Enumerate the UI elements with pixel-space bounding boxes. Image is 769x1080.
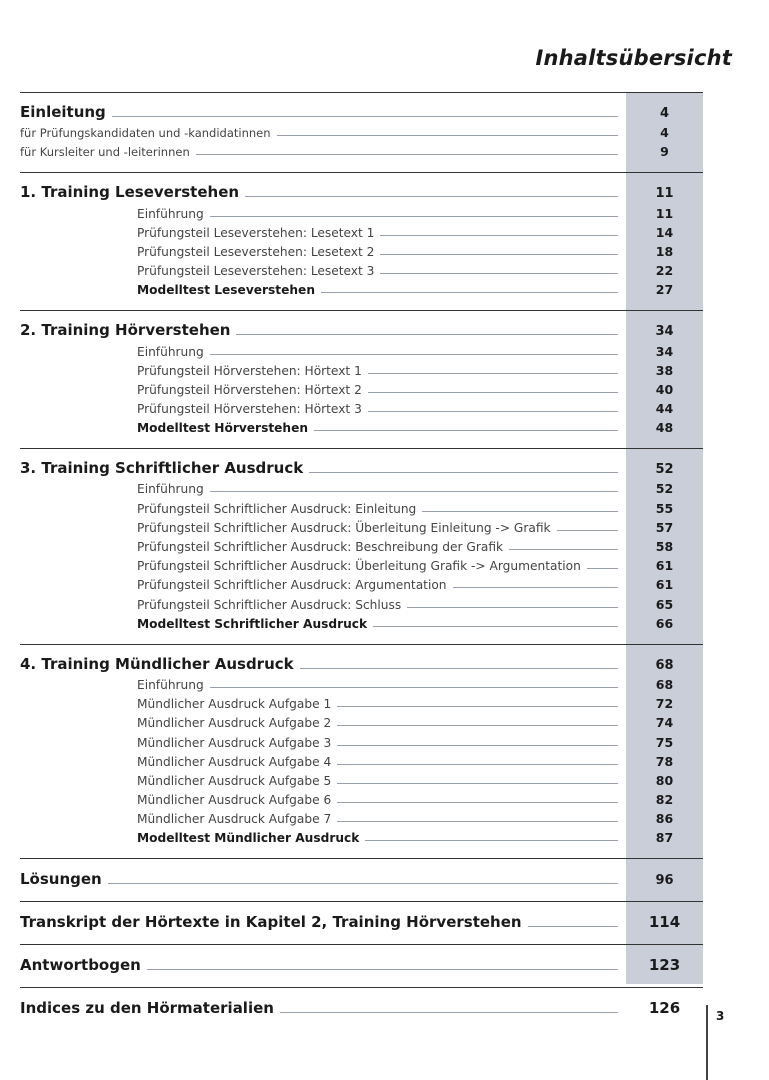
toc-entry-label: Mündlicher Ausdruck Aufgabe 3 (137, 735, 332, 750)
toc-page-number: 123 (648, 956, 681, 975)
toc-entry-row[interactable] (20, 826, 703, 845)
toc-entry-row[interactable] (20, 121, 703, 140)
leader-line (245, 196, 618, 197)
leader-line (210, 354, 618, 355)
toc-entry-label: Indices zu den Hörmaterialien (20, 999, 274, 1018)
toc-entry-row[interactable] (20, 378, 703, 397)
toc-entry-row[interactable] (20, 397, 703, 416)
leader-line (407, 607, 618, 608)
toc-entry-row[interactable] (20, 240, 703, 259)
toc-section (20, 448, 703, 644)
toc-entry-row[interactable] (20, 730, 703, 749)
toc-heading-row[interactable] (20, 454, 703, 477)
toc-entry-label: Prüfungsteil Leseverstehen: Lesetext 3 (137, 264, 375, 279)
leader-line (453, 587, 618, 588)
toc-section (20, 310, 703, 448)
toc-page-number: 18 (655, 243, 674, 259)
leader-line (337, 783, 618, 784)
leader-line (196, 154, 618, 155)
toc-entry-row[interactable] (20, 692, 703, 711)
toc-entry-row[interactable] (20, 339, 703, 358)
toc-page-number: 68 (655, 676, 674, 692)
toc-heading-row[interactable] (20, 650, 703, 673)
page-title: Inhaltsübersicht (535, 46, 732, 70)
leader-line (147, 969, 618, 970)
toc-page-number: 38 (655, 362, 674, 378)
toc-page-number: 52 (655, 462, 674, 478)
toc-section (20, 172, 703, 310)
toc-section (20, 92, 703, 172)
toc-entry-label: Prüfungsteil Schriftlicher Ausdruck: Beschreibung der Grafik (137, 540, 504, 554)
leader-line (587, 568, 618, 569)
toc-page-number: 52 (655, 481, 674, 497)
toc-entry-row[interactable] (20, 496, 703, 515)
toc-page-number: 14 (655, 224, 674, 240)
toc-page-number: 96 (655, 873, 674, 889)
toc-entry-row[interactable] (20, 750, 703, 769)
toc-entry-row[interactable] (20, 535, 703, 554)
leader-line (337, 745, 618, 746)
leader-line (337, 821, 618, 822)
toc-entry-label: Mündlicher Ausdruck Aufgabe 5 (137, 773, 332, 788)
toc-entry-label: Prüfungsteil Schriftlicher Ausdruck: Überleitung Einleitung -> Grafik (137, 520, 551, 535)
toc-page-number: 68 (655, 657, 674, 673)
toc-heading-row[interactable] (20, 178, 703, 201)
toc-entry-row[interactable] (20, 592, 703, 611)
toc-entry-label: Prüfungsteil Schriftlicher Ausdruck: Überleitung Grafik -> Argumentation (137, 559, 581, 574)
toc-page-number: 4 (660, 125, 669, 141)
toc-page-number: 65 (655, 596, 674, 612)
leader-line (314, 430, 618, 431)
toc-entry-label: Prüfungsteil Hörverstehen: Hörtext 1 (137, 363, 362, 378)
toc-page-number: 9 (660, 144, 669, 160)
leader-line (380, 235, 618, 236)
toc-page-number: 11 (655, 205, 674, 221)
toc-heading-row[interactable] (20, 908, 703, 931)
toc-entry-label: Prüfungsteil Schriftlicher Ausdruck: Schluss (137, 597, 402, 612)
toc-heading-row[interactable] (20, 865, 703, 888)
toc-entry-label: Prüfungsteil Schriftlicher Ausdruck: Argumentation (137, 578, 447, 593)
toc-entry-label: Einleitung (20, 103, 106, 121)
toc-page-number: 114 (648, 913, 681, 932)
leader-line (337, 764, 618, 765)
toc-page-number: 40 (655, 381, 674, 397)
toc-page-number: 80 (655, 772, 674, 788)
toc-entry-row[interactable] (20, 554, 703, 573)
toc-entry-label: Einführung (137, 206, 204, 221)
toc-entry-label: Prüfungsteil Leseverstehen: Lesetext 2 (137, 244, 375, 259)
toc-section (20, 987, 703, 1030)
toc-page-number: 72 (655, 696, 674, 712)
toc-entry-label: 4. Training Mündlicher Ausdruck (20, 654, 294, 673)
leader-line (112, 116, 618, 117)
toc-entry-row[interactable] (20, 807, 703, 826)
leader-line (337, 706, 618, 707)
toc-entry-row[interactable] (20, 359, 703, 378)
toc-page-number: 74 (655, 715, 674, 731)
toc-entry-label: 3. Training Schriftlicher Ausdruck (20, 459, 304, 478)
toc-entry-label: Prüfungsteil Leseverstehen: Lesetext 1 (137, 225, 375, 240)
leader-line (509, 549, 618, 550)
toc-entry-label: Mündlicher Ausdruck Aufgabe 4 (137, 754, 332, 769)
toc-entry-label: Einführung (137, 677, 204, 692)
toc-entry-label: Prüfungsteil Hörverstehen: Hörtext 2 (137, 382, 362, 397)
leader-line (380, 273, 618, 274)
page-number: 3 (716, 1009, 725, 1023)
toc-entry-label: Modelltest Leseverstehen (137, 283, 315, 298)
toc-entry-label: Mündlicher Ausdruck Aufgabe 6 (137, 793, 332, 808)
leader-line (309, 472, 618, 473)
toc-entry-row[interactable] (20, 416, 703, 435)
toc-entry-row[interactable] (20, 278, 703, 297)
toc-page-number: 86 (655, 811, 674, 827)
leader-line (337, 802, 618, 803)
toc-entry-row[interactable] (20, 769, 703, 788)
toc-page-number: 48 (655, 420, 674, 436)
toc-entry-row[interactable] (20, 259, 703, 278)
leader-line (337, 725, 618, 726)
toc-heading-row[interactable] (20, 98, 703, 121)
leader-line (277, 135, 618, 136)
toc-page-number: 126 (648, 999, 681, 1018)
toc-page-number: 57 (655, 519, 674, 535)
toc-entry-label: Mündlicher Ausdruck Aufgabe 2 (137, 716, 332, 731)
leader-line (321, 292, 618, 293)
toc-heading-row[interactable] (20, 316, 703, 339)
toc-page-number: 61 (655, 558, 674, 574)
toc-section (20, 901, 703, 944)
toc-page-number: 34 (655, 324, 674, 340)
leader-line (300, 668, 618, 669)
toc-page-number: 34 (655, 343, 674, 359)
leader-line (380, 254, 618, 255)
toc-entry-label: Prüfungsteil Schriftlicher Ausdruck: Einleitung (137, 501, 417, 516)
leader-line (236, 334, 618, 335)
toc-entry-row[interactable] (20, 788, 703, 807)
toc-entry-label: Einführung (137, 482, 204, 497)
toc-entry-row[interactable] (20, 711, 703, 730)
leader-line (557, 530, 618, 531)
toc-entry-label: Lösungen (20, 870, 102, 889)
leader-line (368, 392, 618, 393)
toc-page-number: 82 (655, 792, 674, 808)
toc-page-number: 22 (655, 263, 674, 279)
toc-section (20, 858, 703, 901)
toc-page-number: 61 (655, 577, 674, 593)
toc-entry-label: 1. Training Leseverstehen (20, 183, 240, 202)
toc-entry-label: Antwortbogen (20, 956, 141, 975)
toc-entry-row[interactable] (20, 516, 703, 535)
toc-entry-row[interactable] (20, 221, 703, 240)
leader-line (422, 511, 618, 512)
leader-line (210, 687, 618, 688)
toc-entry-label: Mündlicher Ausdruck Aufgabe 1 (137, 697, 332, 712)
leader-line (210, 491, 618, 492)
toc-entry-label: Modelltest Hörverstehen (137, 421, 309, 436)
toc-entry-row[interactable] (20, 673, 703, 692)
toc-entry-label: Einführung (137, 344, 204, 359)
toc-page-number: 55 (655, 500, 674, 516)
leader-line (365, 840, 618, 841)
leader-line (108, 883, 618, 884)
toc-entry-row[interactable] (20, 201, 703, 220)
toc-entry-label: für Prüfungskandidaten und -kandidatinnen (20, 126, 271, 141)
leader-line (368, 411, 618, 412)
toc-entry-row[interactable] (20, 140, 703, 159)
toc-page-number: 44 (655, 401, 674, 417)
toc-heading-row[interactable] (20, 994, 703, 1017)
toc-entry-row[interactable] (20, 573, 703, 592)
toc-page-number: 75 (655, 734, 674, 750)
toc-entry-label: Transkript der Hörtexte in Kapitel 2, Training Hörverstehen (20, 913, 522, 932)
toc-section (20, 644, 703, 859)
toc-entry-label: Prüfungsteil Hörverstehen: Hörtext 3 (137, 402, 362, 417)
toc-page-number: 58 (655, 539, 674, 554)
toc-entry-label: Modelltest Schriftlicher Ausdruck (137, 616, 368, 631)
toc-entry-row[interactable] (20, 612, 703, 631)
toc-heading-row[interactable] (20, 951, 703, 974)
toc-page-number: 11 (655, 186, 674, 202)
leader-line (280, 1012, 618, 1013)
toc-section (20, 944, 703, 987)
leader-line (368, 373, 618, 374)
toc-entry-label: Modelltest Mündlicher Ausdruck (137, 831, 360, 846)
toc-page-number: 87 (655, 830, 674, 846)
toc-entry-label: Mündlicher Ausdruck Aufgabe 7 (137, 812, 332, 827)
toc-page-number: 66 (655, 615, 674, 631)
leader-line (528, 926, 618, 927)
toc-entry-label: für Kursleiter und -leiterinnen (20, 145, 190, 160)
toc-page-number: 78 (655, 753, 674, 769)
toc-page-number: 4 (659, 106, 670, 121)
table-of-contents (20, 92, 703, 1030)
toc-entry-row[interactable] (20, 477, 703, 496)
toc-entry-label: 2. Training Hörverstehen (20, 321, 231, 340)
page-number-marker (706, 1005, 725, 1080)
leader-line (373, 626, 618, 627)
toc-page-number: 27 (655, 282, 674, 298)
leader-line (210, 216, 618, 217)
